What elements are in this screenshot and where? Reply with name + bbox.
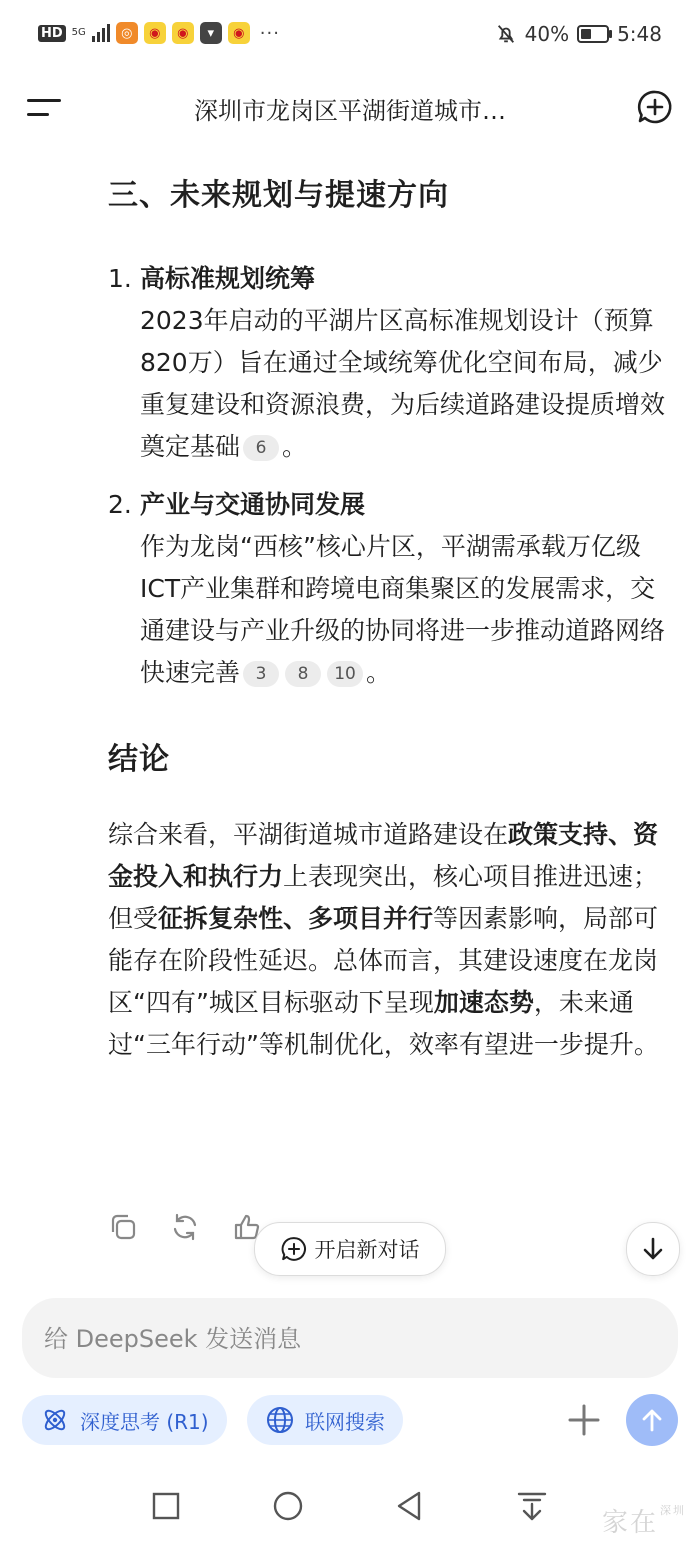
chat-title: 深圳市龙岗区平湖街道城市… (194, 97, 506, 125)
regenerate-icon[interactable] (170, 1212, 200, 1242)
status-right (495, 22, 662, 46)
list-item-body: 2023年启动的平湖片区高标准规划设计（预算820万）旨在通过全域统筹优化空间布局，减少重复建设和资源浪费，为后续道路建设提质增效奠定基础 (140, 306, 666, 461)
battery-percentage: 40% (524, 22, 570, 46)
list-number: 2. (108, 490, 132, 519)
list-number: 1. (108, 264, 132, 293)
notification-pulldown-icon[interactable] (514, 1488, 550, 1524)
new-chat-button[interactable] (637, 89, 673, 125)
back-triangle-icon[interactable] (392, 1488, 428, 1524)
list-item (108, 484, 668, 694)
recents-square-icon[interactable] (148, 1488, 184, 1524)
status-bar (0, 0, 700, 70)
weibo-icon: ◉ (172, 22, 194, 44)
start-new-chat-button[interactable] (254, 1222, 446, 1276)
list-item-title: 高标准规划统筹 (140, 264, 316, 293)
menu-icon (27, 99, 61, 102)
app-notification-icon: ◎ (116, 22, 138, 44)
arrow-down-icon (640, 1236, 666, 1262)
signal-icon (92, 24, 110, 42)
scroll-to-bottom-button[interactable] (626, 1222, 680, 1276)
web-search-toggle[interactable] (247, 1395, 403, 1445)
app-header (0, 75, 700, 141)
conclusion-paragraph: 综合来看，平湖街道城市道路建设在政策支持、资金投入和执行力上表现突出，核心项目推进迅速；但受征拆复杂性、多项目并行等因素影响，局部可能存在阶段性延迟。总体而言，其建设速度在龙岗区“四有”城区目标驱动下呈现加速态势，未来通过“三年行动”等机制优化，效率有望进一步提升。 (108, 820, 659, 1059)
watermark: 家在 深圳 (601, 1504, 686, 1538)
weibo-icon: ◉ (144, 22, 166, 44)
list-item-body: 作为龙岗“西核”核心片区，平湖需承载万亿级ICT产业集群和跨境电商集聚区的发展需求，交通建设与产业升级的协同将进一步推动道路网络快速完善 (140, 532, 666, 687)
message-input[interactable] (42, 1298, 646, 1380)
punctuation: 。 (282, 432, 308, 461)
status-left (38, 22, 280, 44)
more-notifications-icon: ··· (259, 22, 280, 44)
citation-badge[interactable]: 10 (327, 661, 363, 687)
citation-badge[interactable]: 8 (285, 661, 321, 687)
web-search-label: 联网搜索 (305, 1409, 385, 1434)
list-item (108, 258, 668, 468)
clock: 5:48 (617, 22, 662, 46)
citation-badge[interactable]: 3 (243, 661, 279, 687)
start-new-chat-label: 开启新对话 (314, 1238, 420, 1262)
deep-think-label: 深度思考 (R1) (80, 1409, 209, 1434)
new-chat-icon (281, 1236, 307, 1262)
globe-icon (265, 1405, 295, 1435)
system-nav-bar (0, 1470, 700, 1547)
menu-button[interactable] (27, 93, 63, 123)
plan-list (108, 258, 668, 694)
attach-plus-button[interactable] (564, 1398, 604, 1442)
emphasis: 征拆复杂性、多项目并行 (158, 904, 434, 933)
send-button[interactable] (626, 1394, 678, 1446)
emphasis: 加速态势 (433, 988, 534, 1017)
deep-think-toggle[interactable] (22, 1395, 227, 1445)
copy-icon[interactable] (108, 1212, 138, 1242)
message-input-container (22, 1298, 678, 1378)
conclusion-heading: 结论 (108, 742, 170, 777)
mute-bell-icon (495, 23, 517, 45)
section-heading: 三、未来规划与提速方向 (108, 178, 449, 213)
network-type: 5G (71, 27, 86, 38)
punctuation: 。 (366, 658, 392, 687)
citation-badge[interactable]: 6 (243, 435, 279, 461)
chat-message (108, 170, 668, 1066)
arrow-up-icon (639, 1407, 665, 1433)
battery-icon (577, 25, 609, 43)
emphasis: 政策支持、资金投入和执行力 (108, 820, 659, 891)
home-circle-icon[interactable] (270, 1488, 306, 1524)
atom-icon (40, 1405, 70, 1435)
message-actions (108, 1212, 262, 1242)
hd-indicator: HD (38, 25, 66, 42)
list-item-title: 产业与交通协同发展 (140, 490, 366, 519)
weibo-icon: ◉ (228, 22, 250, 44)
message-app-icon: ▾ (200, 22, 222, 44)
